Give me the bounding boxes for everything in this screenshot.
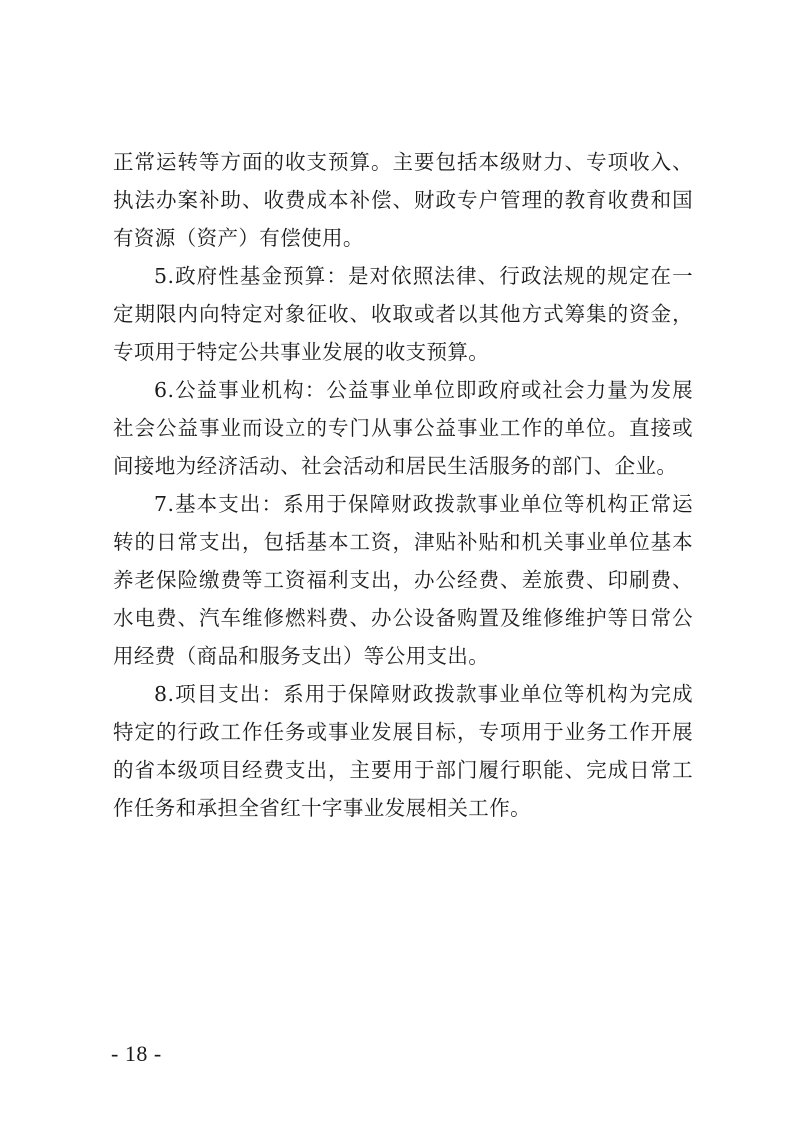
paragraph-public-welfare-institution: 6.公益事业机构：公益事业单位即政府或社会力量为发展社会公益事业而设立的专门从事公益事业工作的单位。直接或间接地为经济活动、社会活动和居民生活服务的部门、企业。 [113, 378, 693, 478]
paragraph-basic-expenditure: 7.基本支出：系用于保障财政拨款事业单位等机构正常运转的日常支出，包括基本工资，津贴补贴和机关事业单位基本养老保险缴费等工资福利支出，办公经费、差旅费、印刷费、水电费、汽车维修燃料费、办公设备购置及维修维护等日常公用经费（商品和服务支出）等公用支出。 [113, 492, 693, 668]
paragraph-project-expenditure: 8.项目支出：系用于保障财政拨款事业单位等机构为完成特定的行政工作任务或事业发展目标，专项用于业务工作开展的省本级项目经费支出，主要用于部门履行职能、完成日常工作任务和承担全省红十字事业发展相关工作。 [113, 682, 693, 820]
paragraph-continuation: 正常运转等方面的收支预算。主要包括本级财力、专项收入、执法办案补助、收费成本补偿、财政专户管理的教育收费和国有资源（资产）有偿使用。 [113, 150, 693, 250]
paragraph-government-fund-budget: 5.政府性基金预算：是对依照法律、行政法规的规定在一定期限内向特定对象征收、收取或者以其他方式筹集的资金，专项用于特定公共事业发展的收支预算。 [113, 264, 693, 364]
body-text [113, 143, 693, 827]
page-number: - 18 - [111, 1041, 162, 1066]
